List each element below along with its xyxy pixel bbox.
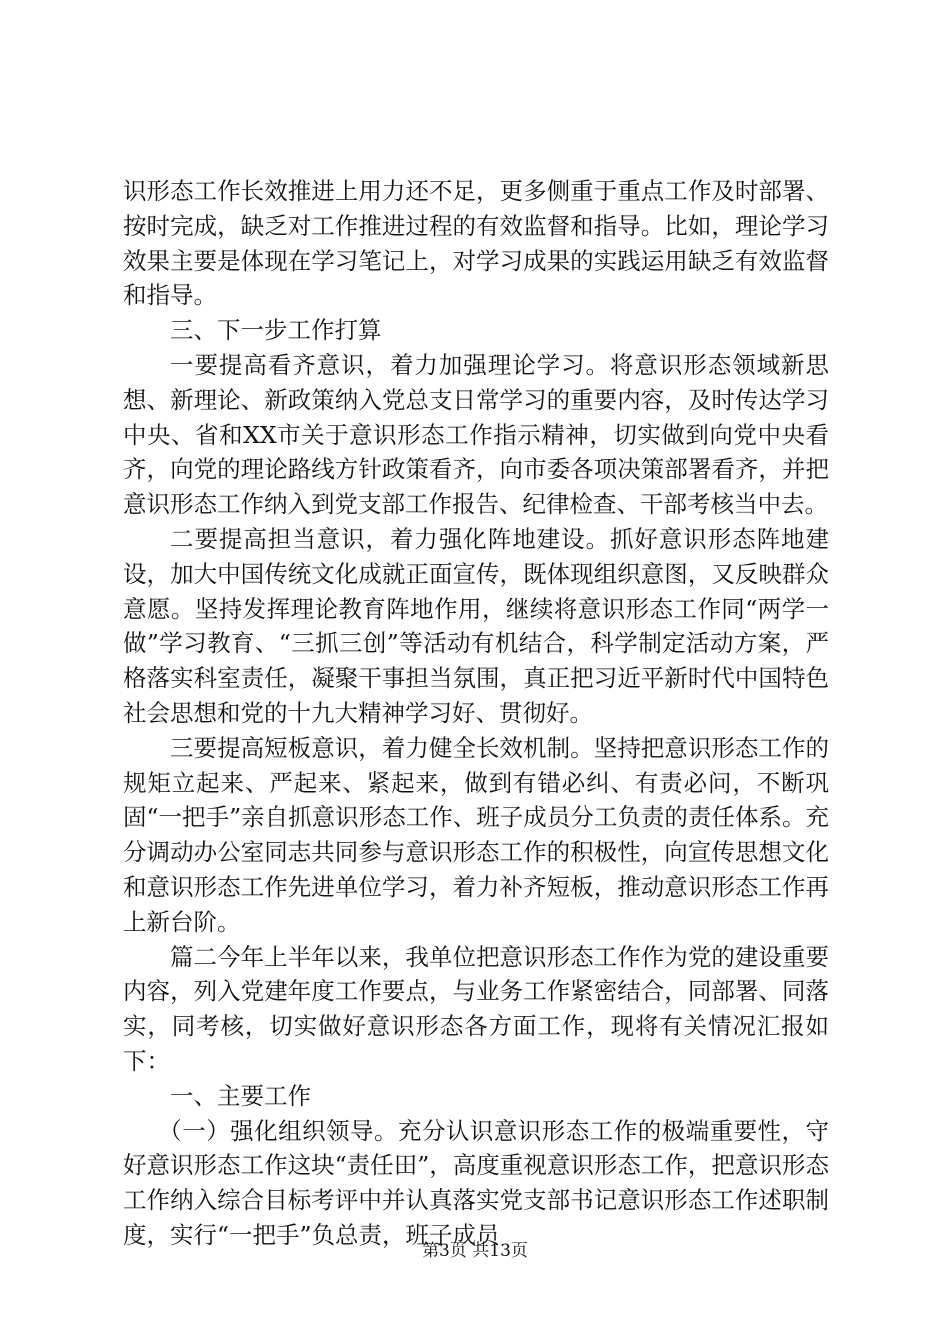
document-body <box>123 174 829 1253</box>
section-heading-main-work: 一、主要工作 <box>170 1081 311 1110</box>
paragraph-alignment-awareness: 一要提高看齐意识，着力加强理论学习。将意识形态领域新思想、新理论、新政策纳入党总支日常学习的重要内容，及时传达学习中央、省和XX市关于意识形态工作指示精神，切实做到向党中央看齐，向党的理论路线方针政策看齐，向市委各项决策部署看齐，并把意识形态工作纳入到党支部工作报告、纪律检查、干部考核当中去。 <box>123 350 829 519</box>
page-footer <box>0 1236 950 1261</box>
paragraph-organizational-leadership: （一）强化组织领导。充分认识意识形态工作的极端重要性，守好意识形态工作这块“责任田”，高度重视意识形态工作，把意识形态工作纳入综合目标考评中并认真落实党支部书记意识形态工作述职制度，实行“一把手”负总责，班子成员 <box>123 1116 829 1249</box>
page-number-label: 第3页 共13页 <box>422 1241 528 1261</box>
paragraph-part-two-intro: 篇二今年上半年以来，我单位把意识形态工作作为党的建设重要内容，列入党建年度工作要点，与业务工作紧密结合，同部署、同落实，同考核，切实做好意识形态各方面工作，现将有关情况汇报如下： <box>123 942 829 1075</box>
paragraph-responsibility-awareness: 二要提高担当意识，着力强化阵地建设。抓好意识形态阵地建设，加大中国传统文化成就正面宣传，既体现组织意图，又反映群众意愿。坚持发挥理论教育阵地作用，继续将意识形态工作同“两学一做”学习教育、“三抓三创”等活动有机结合，科学制定活动方案，严格落实科室责任，凝聚干事担当氛围，真正把习近平新时代中国特色社会思想和党的十九大精神学习好、贯彻好。 <box>123 524 829 727</box>
paragraph-shortcoming-awareness: 三要提高短板意识，着力健全长效机制。坚持把意识形态工作的规矩立起来、严起来、紧起来，做到有错必纠、有责必问，不断巩固“一把手”亲自抓意识形态工作、班子成员分工负责的责任体系。充分调动办公室同志共同参与意识形态工作的积极性，向宣传思想文化和意识形态工作先进单位学习，着力补齐短板，推动意识形态工作再上新台阶。 <box>123 733 829 936</box>
paragraph-continuation: 识形态工作长效推进上用力还不足，更多侧重于重点工作及时部署、按时完成，缺乏对工作推进过程的有效监督和指导。比如，理论学习效果主要是体现在学习笔记上，对学习成果的实践运用缺乏有效监督和指导。 <box>123 177 829 310</box>
section-heading-next-steps: 三、下一步工作打算 <box>170 316 382 345</box>
